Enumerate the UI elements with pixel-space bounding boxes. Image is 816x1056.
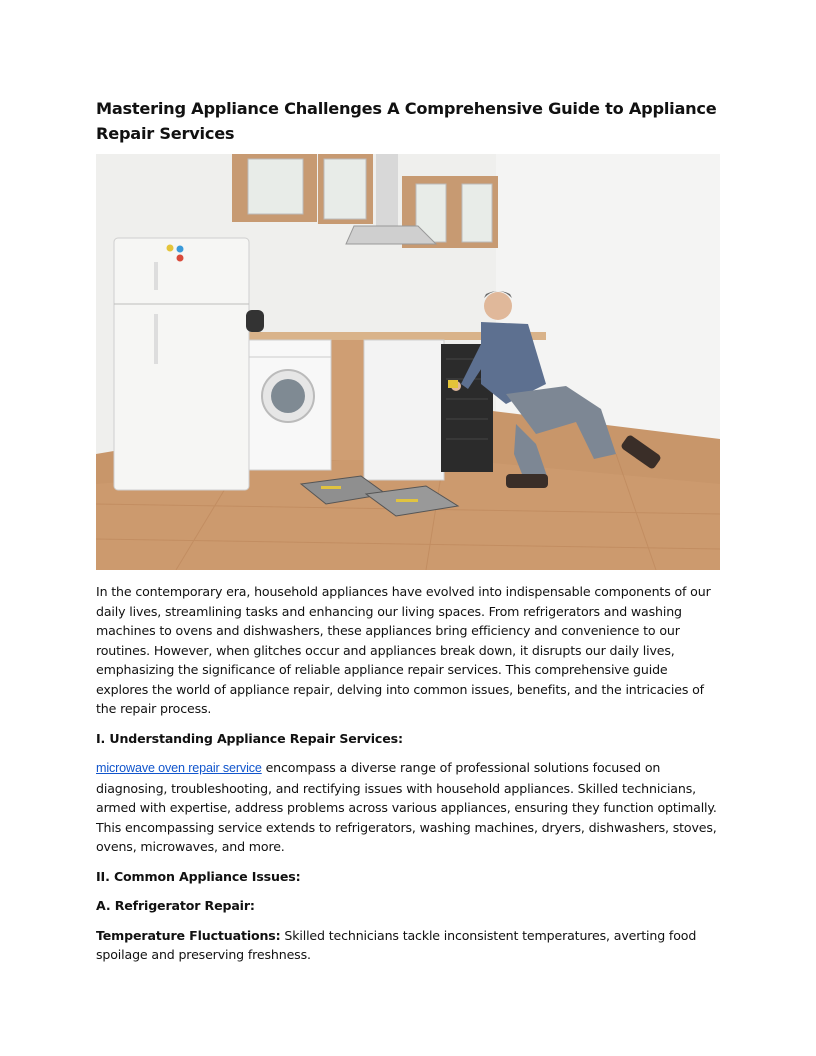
microwave-repair-link[interactable]: microwave oven repair service <box>96 761 262 775</box>
appliance-repair-photo <box>96 154 720 570</box>
section-body-understanding: encompass a diverse range of professional solutions focused on diagnosing, troubleshooting, and rectifying issues with household appliances. Skilled technicians, armed with expertise, address problems across various appliances, ensuring they function optimally. This encompassing service extends to refrigerators, washing machines, dryers, dishwashers, stoves, ovens, microwaves, and more. <box>96 760 717 854</box>
temperature-item-label: Temperature Fluctuations: <box>96 927 281 943</box>
section-heading-understanding: I. Understanding Appliance Repair Services: <box>96 730 403 746</box>
document-title: Mastering Appliance Challenges A Comprehensive Guide to Appliance Repair Services <box>96 99 717 143</box>
section-paragraph-understanding <box>96 758 720 857</box>
intro-paragraph: In the contemporary era, household appliances have evolved into indispensable components of our daily lives, streamlining tasks and enhancing our living spaces. From refrigerators and washing machines to ovens and dishwashers, these appliances bring efficiency and convenience to our routines. However, when glitches occur and appliances break down, it disrupts our daily lives, emphasizing the significance of reliable appliance repair services. This comprehensive guide explores the world of appliance repair, delving into common issues, benefits, and the intricacies of the repair process. <box>96 584 711 716</box>
document-page <box>96 96 720 965</box>
subheading-refrigerator-repair: A. Refrigerator Repair: <box>96 898 255 913</box>
temperature-item-paragraph <box>96 926 720 965</box>
temperature-item-text: Skilled technicians tackle inconsistent temperatures, averting food spoilage and preserving freshness. <box>96 927 697 962</box>
section-heading-common-issues: II. Common Appliance Issues: <box>96 868 301 884</box>
